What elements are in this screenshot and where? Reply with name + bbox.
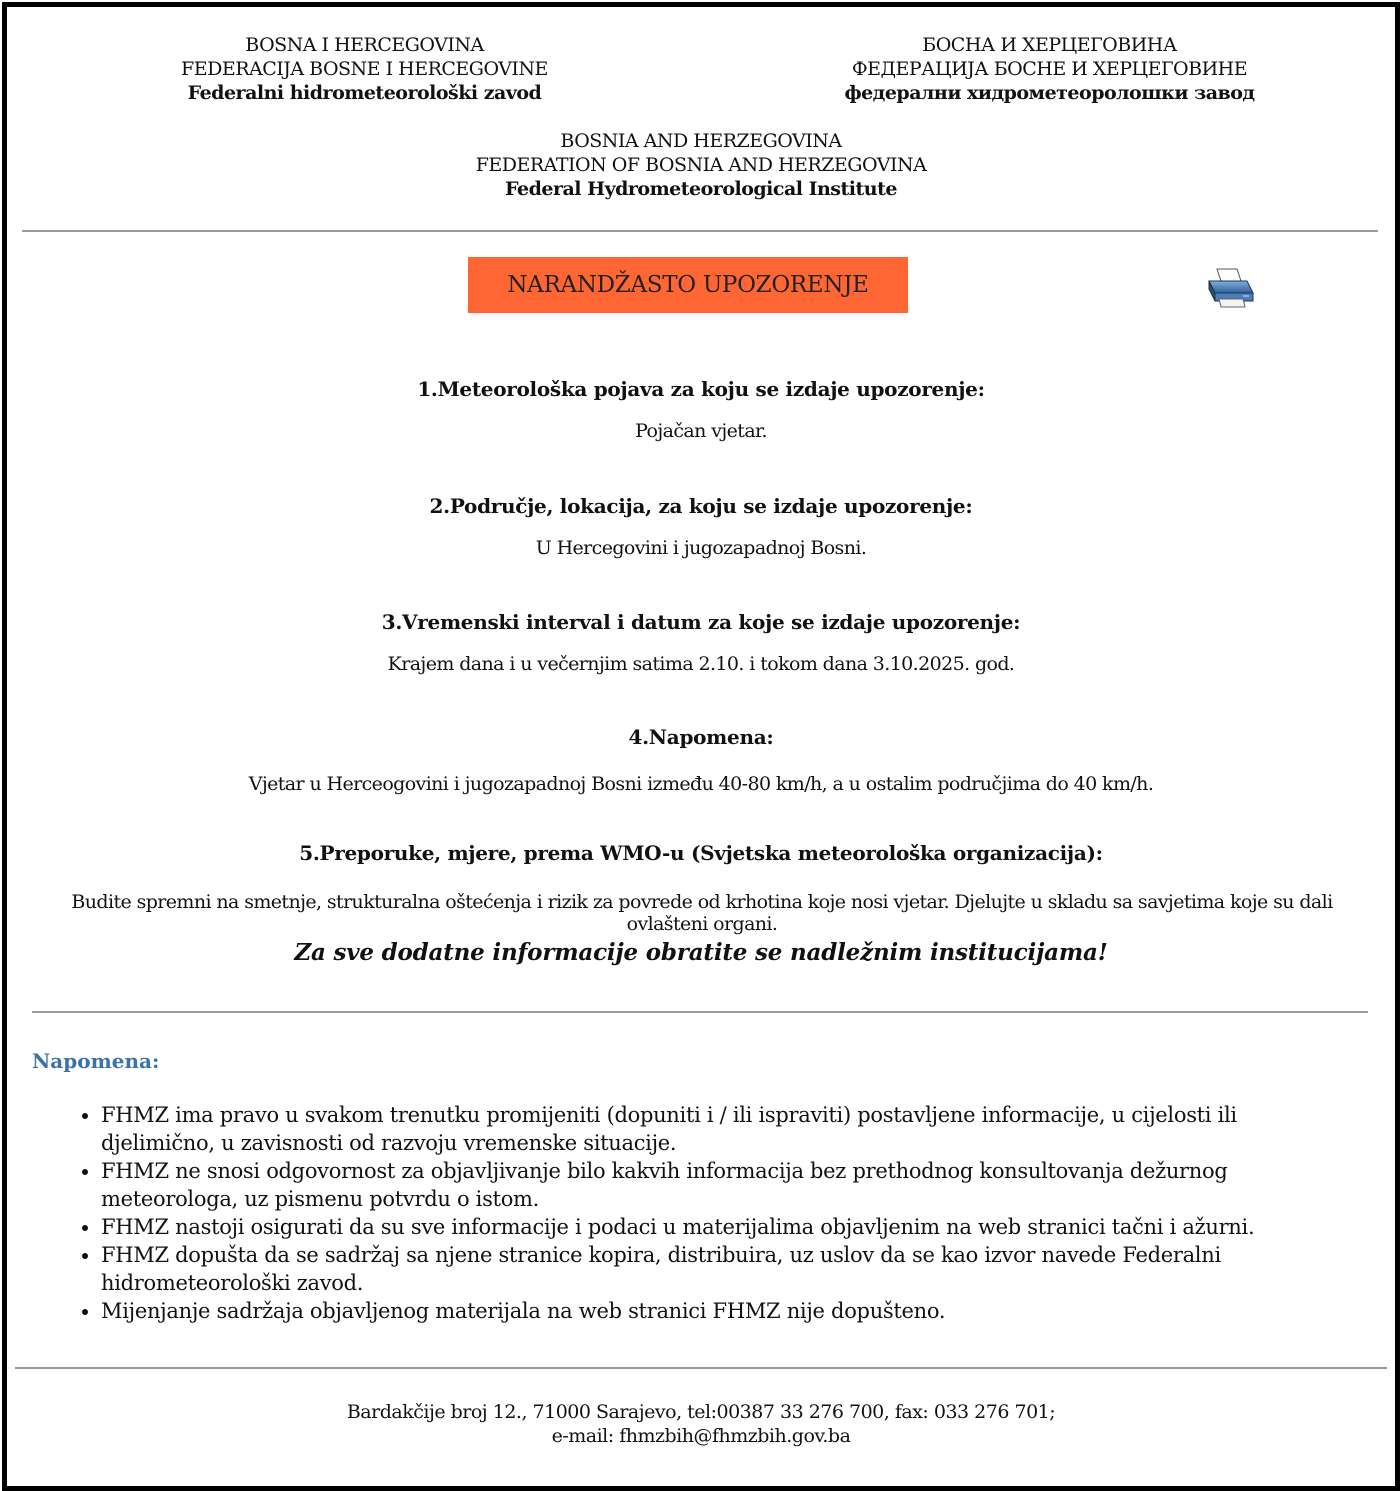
divider [32,1011,1368,1013]
header-federation-cyr: ФЕДЕРАЦИЈА БОСНЕ И ХЕРЦЕГОВИНЕ [851,58,1248,80]
footer [7,1400,1395,1448]
list-item: • FHMZ ima pravo u svakom trenutku promijeniti (dopuniti i / ili ispraviti) postavljene informacije, u cijelosti ili djelimično, u zavisnosti od razvoju vremenske situacije. [101,1101,1351,1157]
section-4-text: Vjetar u Herceogovini i jugozapadnoj Bosni između 40-80 km/h, a u ostalim područjima do 40 km/h. [248,773,1154,795]
header-country-cyr: БОСНА И ХЕРЦЕГОВИНА [922,34,1177,56]
notes-list [67,1101,1351,1325]
printer-icon [1203,265,1255,309]
divider [22,230,1378,232]
list-item: • FHMZ ne snosi odgovornost za objavljivanje bilo kakvih informacija bez prethodnog konsultovanja dežurnog meteorologa, uz pismenu potvrdu o istom. [101,1157,1351,1213]
footer-email-link[interactable]: e-mail: fhmzbih@fhmzbih.gov.ba [551,1425,851,1447]
header-institute-cyr: федерални хидрометеоролошки завод [844,82,1255,104]
print-button[interactable] [1203,265,1255,309]
section-5-title: 5.Preporuke, mjere, prema WMO-u (Svjetska meteorološka organizacija): [299,841,1103,865]
page-frame [2,2,1400,1491]
header-latin [167,33,562,105]
header-federation: FEDERACIJA BOSNE I HERCEGOVINE [181,58,548,80]
header-federation-en: FEDERATION OF BOSNIA AND HERZEGOVINA [475,154,927,176]
section-2-text: U Hercegovini i jugozapadnoj Bosni. [535,537,867,559]
footer-address: Bardakčije broj 12., 71000 Sarajevo, tel:00387 33 276 700, fax: 033 276 701; [346,1401,1056,1423]
section-4-title: 4.Napomena: [628,725,774,749]
list-item: • FHMZ dopušta da se sadržaj sa njene stranice kopira, distribuira, uz uslov da se kao izvor navede Federalni hidrometeorološki zavod. [101,1241,1351,1297]
header [7,33,1395,113]
section-3-text: Krajem dana i u večernjim satima 2.10. i tokom dana 3.10.2025. god. [387,653,1015,675]
warning-level-badge: NARANDŽASTO UPOZORENJE [468,257,908,313]
section-2-title: 2.Područje, lokacija, za koju se izdaje upozorenje: [429,494,973,518]
list-item: • Mijenjanje sadržaja objavljenog materijala na web stranici FHMZ nije dopušteno. [101,1297,1351,1325]
list-item: • FHMZ nastoji osigurati da su sve informacije i podaci u materijalima objavljenim na web stranici tačni i ažurni. [101,1213,1351,1241]
divider [15,1367,1387,1369]
section-5-text: Budite spremni na smetnje, strukturalna oštećenja i rizik za povrede od krhotina koje nosi vjetar. Djelujte u skladu sa savjetima koje su dali ovlašteni organi. [71,891,1333,935]
contact-institutions-note: Za sve dodatne informacije obratite se nadležnim institucijama! [294,939,1108,966]
header-country-en: BOSNIA AND HERZEGOVINA [560,130,842,152]
notes-heading: Napomena: [32,1049,160,1073]
header-institute: Federalni hidrometeorološki zavod [187,82,542,104]
header-english [7,129,1395,201]
section-1-title: 1.Meteorološka pojava za koju se izdaje upozorenje: [417,377,985,401]
section-1-text: Pojačan vjetar. [635,420,767,442]
section-3-title: 3.Vremenski interval i datum za koje se izdaje upozorenje: [381,610,1021,634]
header-cyrillic [837,33,1262,105]
header-country: BOSNA I HERCEGOVINA [245,34,484,56]
header-institute-en: Federal Hydrometeorological Institute [505,178,897,200]
